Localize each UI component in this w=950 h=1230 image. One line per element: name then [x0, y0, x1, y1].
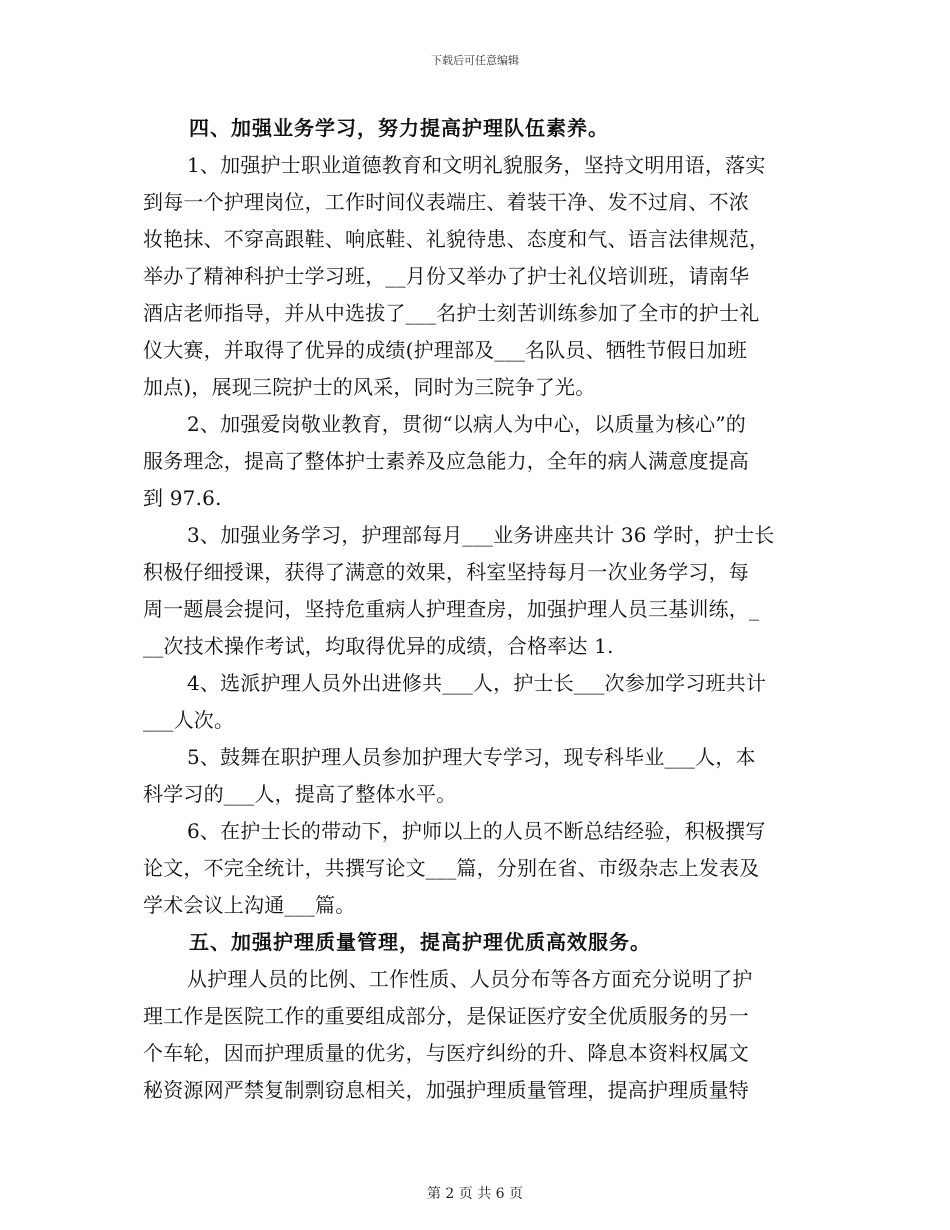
paragraph-line: 举办了精神科护士学习班，__月份又举办了护士礼仪培训班，请南华 [143, 264, 750, 288]
paragraph-line: 秘资源网严禁复制剽窃息相关，加强护理质量管理，提高护理质量特 [143, 1078, 749, 1102]
paragraph-line: 加点)，展现三院护士的风采，同时为三院争了光。 [143, 375, 596, 399]
paragraph-line: 仪大赛，并取得了优异的成绩(护理部及___名队员、牺牲节假日加班 [143, 338, 748, 362]
page-footer: 第 2 页 共 6 页 [426, 1186, 524, 1202]
paragraph-line: 3、加强业务学习，护理部每月___业务讲座共计 36 学时，护士长 [187, 523, 775, 547]
paragraph-line: 周一题晨会提问，坚持危重病人护理查房，加强护理人员三基训练，_ [143, 597, 760, 621]
section-4-paragraph-2 [143, 406, 807, 517]
paragraph-line: 理工作是医院工作的重要组成部分，是保证医疗安全优质服务的另一 [143, 1004, 749, 1028]
section-4-paragraph-3 [143, 517, 807, 665]
paragraph-line: ___人次。 [143, 708, 235, 732]
paragraph-line: 服务理念，提高了整体护士素养及应急能力，全年的病人满意度提高 [143, 449, 749, 473]
paragraph-line: 到每一个护理岗位，工作时间仪表端庄、着装干净、发不过肩、不浓 [143, 190, 749, 214]
section-4-paragraph-5 [143, 739, 807, 813]
paragraph-line: 1、加强护士职业道德教育和文明礼貌服务，坚持文明用语，落实 [187, 153, 766, 177]
paragraph-line: 5、鼓舞在职护理人员参加护理大专学习，现专科毕业___人，本 [187, 745, 756, 769]
paragraph-line: 2、加强爱岗敬业教育，贯彻“以病人为中心，以质量为核心”的 [187, 412, 746, 436]
paragraph-line: 4、选派护理人员外出进修共___人，护士长___次参加学习班共计 [187, 671, 767, 695]
paragraph-line: 从护理人员的比例、工作性质、人员分布等各方面充分说明了护 [187, 967, 753, 991]
paragraph-line: 到 97.6. [143, 486, 222, 510]
document-body [143, 110, 807, 1109]
section-5-heading: 五、加强护理质量管理，提高护理优质高效服务。 [189, 930, 651, 954]
paragraph-line: 个车轮，因而护理质量的优劣，与医疗纠纷的升、降息本资料权属文 [143, 1041, 749, 1065]
section-5-paragraph-1 [143, 961, 807, 1109]
paragraph-line: 妆艳抹、不穿高跟鞋、响底鞋、礼貌待患、态度和气、语言法律规范， [143, 227, 770, 251]
paragraph-line: 积极仔细授课，获得了满意的效果，科室坚持每月一次业务学习，每 [143, 560, 749, 584]
paragraph-line: 酒店老师指导，并从中选拔了___名护士刻苦训练参加了全市的护士礼 [143, 301, 760, 325]
paragraph-line: 科学习的___人，提高了整体水平。 [143, 782, 457, 806]
paragraph-line: 6、在护士长的带动下，护师以上的人员不断总结经验，积极撰写 [187, 819, 766, 843]
section-4-heading: 四、加强业务学习，努力提高护理队伍素养。 [189, 116, 609, 140]
paragraph-line: 学术会议上沟通___篇。 [143, 893, 356, 917]
section-4-paragraph-1 [143, 147, 807, 406]
section-4-paragraph-4 [143, 665, 807, 739]
section-4-paragraph-6 [143, 813, 807, 924]
page-header: 下载后可任意编辑 [431, 54, 519, 67]
paragraph-line: __次技术操作考试，均取得优异的成绩，合格率达 1. [143, 634, 614, 658]
paragraph-line: 论文，不完全统计，共撰写论文___篇，分别在省、市级杂志上发表及 [143, 856, 760, 880]
